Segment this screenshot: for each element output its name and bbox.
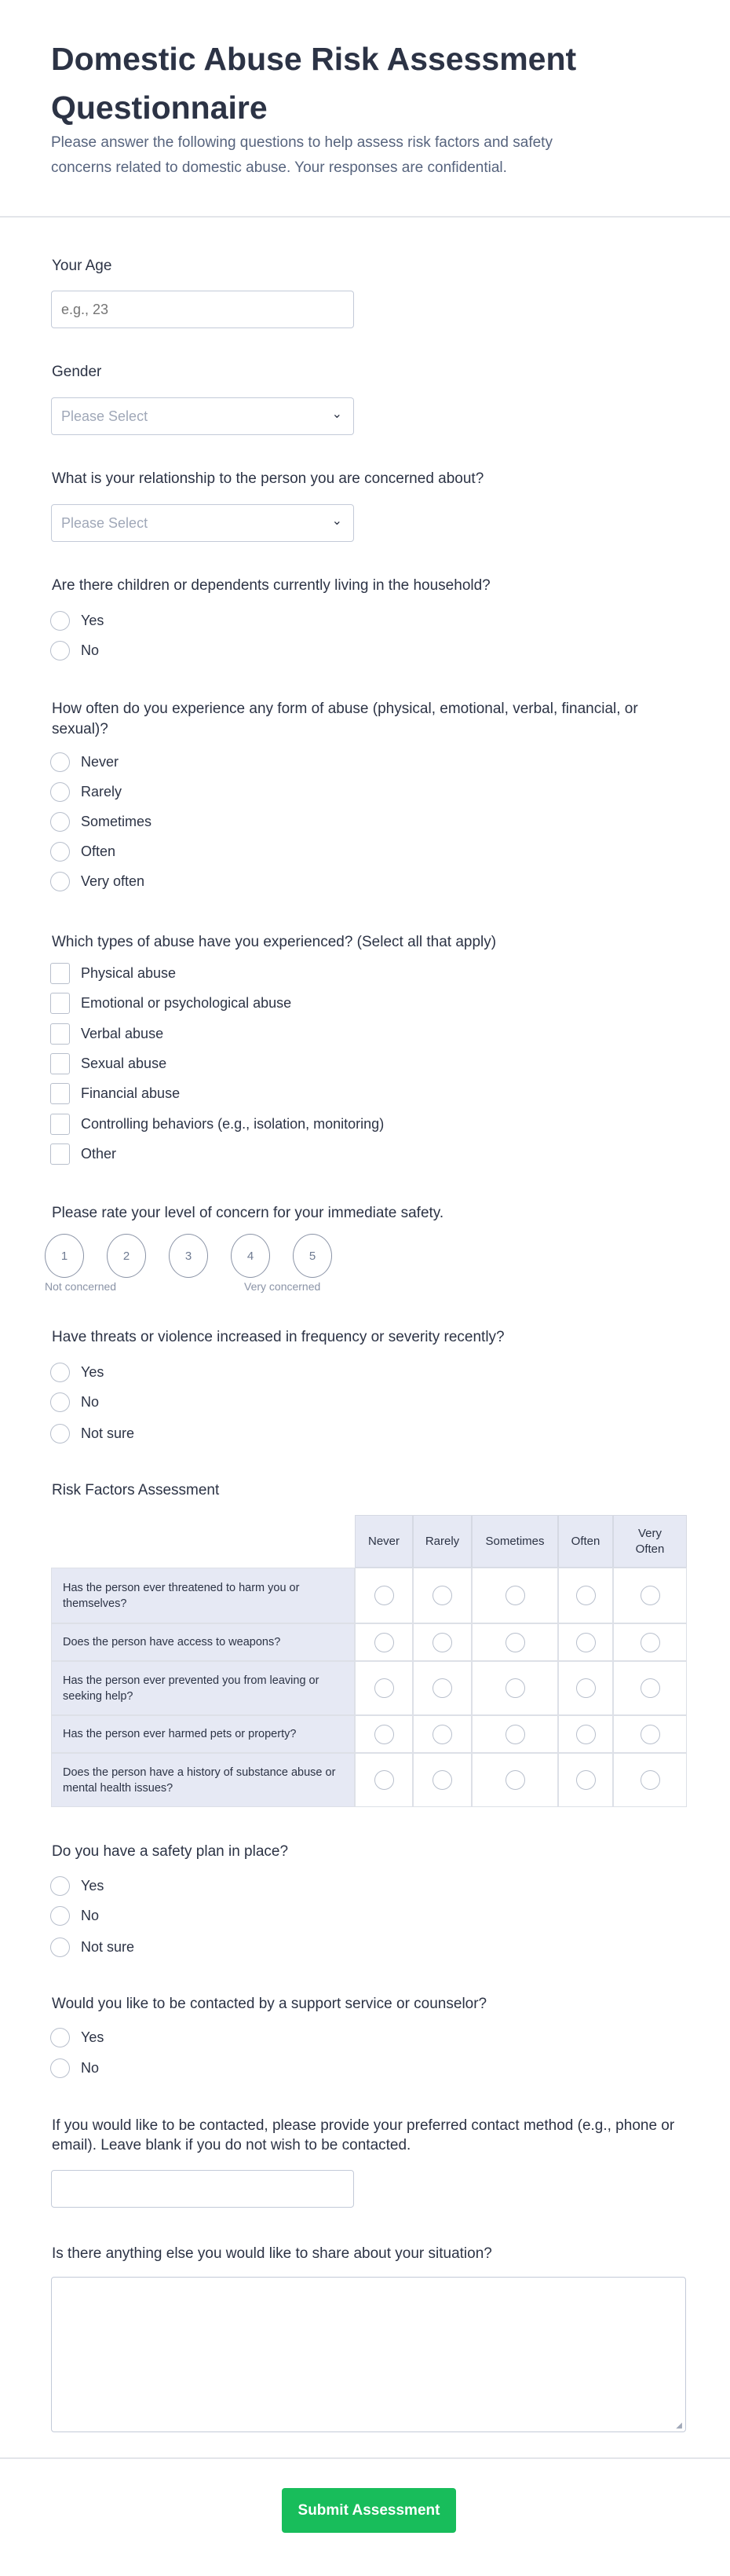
row-label: Has the person ever threatened to harm you or themselves?: [51, 1568, 355, 1623]
matrix-radio[interactable]: [374, 1725, 394, 1744]
gender-select-value: Please Select: [61, 408, 148, 424]
other-textarea[interactable]: [51, 2277, 686, 2432]
matrix-radio[interactable]: [576, 1725, 596, 1744]
relationship-select-value: Please Select: [61, 515, 148, 531]
option-label: Sexual abuse: [81, 1055, 167, 1071]
children-label: Are there children or dependents currently living in the household?: [52, 577, 491, 594]
radio-button[interactable]: [50, 1876, 70, 1896]
frequency-label: How often do you experience any form of abuse (physical, emotional, verbal, financial, or sexual)?: [52, 701, 638, 737]
frequency-option-never[interactable]: [50, 751, 119, 773]
matrix-radio[interactable]: [433, 1586, 452, 1605]
types-option-other[interactable]: [50, 1143, 116, 1165]
other-label: Is there anything else you would like to share about your situation?: [52, 2245, 492, 2262]
matrix-radio[interactable]: [641, 1586, 660, 1605]
page-subtitle: Please answer the following questions to help assess risk factors and safety concerns related to domestic abuse. Your responses are confidential.: [51, 134, 553, 176]
rating-max-label: Very concerned: [244, 1280, 321, 1293]
matrix-radio[interactable]: [374, 1770, 394, 1790]
types-option-financial[interactable]: [50, 1082, 180, 1104]
radio-button[interactable]: [50, 1392, 70, 1412]
safety-plan-label: Do you have a safety plan in place?: [52, 1843, 289, 1860]
rating-min-label: Not concerned: [45, 1280, 117, 1293]
radio-button[interactable]: [50, 782, 70, 802]
checkbox[interactable]: [50, 1023, 70, 1045]
types-option-sexual[interactable]: [50, 1052, 166, 1074]
contacted-option-yes[interactable]: [50, 2026, 104, 2048]
frequency-option-very-often[interactable]: [50, 870, 144, 892]
table-row: [51, 1753, 687, 1807]
contact-method-input[interactable]: [51, 2170, 354, 2208]
matrix-radio[interactable]: [576, 1586, 596, 1605]
matrix-corner: [51, 1515, 355, 1568]
option-label: Physical abuse: [81, 964, 177, 981]
threats-option-no[interactable]: [50, 1391, 99, 1413]
threats-option-not-sure[interactable]: [50, 1422, 134, 1444]
matrix-radio[interactable]: [641, 1770, 660, 1790]
radio-button[interactable]: [50, 752, 70, 772]
rating-option-2[interactable]: 2: [107, 1234, 146, 1278]
safety-plan-option-not-sure[interactable]: [50, 1936, 134, 1958]
option-label: Rarely: [81, 783, 122, 800]
checkbox[interactable]: [50, 1114, 70, 1135]
matrix-radio[interactable]: [576, 1633, 596, 1652]
option-label: Yes: [81, 1877, 104, 1894]
radio-button[interactable]: [50, 812, 70, 832]
contact-method-label: If you would like to be contacted, please provide your preferred contact method (e.g., phone or email). Leave blank if you do not wish to be contacted.: [52, 2117, 675, 2153]
safety-plan-option-yes[interactable]: [50, 1875, 104, 1897]
table-row: [51, 1661, 687, 1715]
matrix-radio[interactable]: [576, 1678, 596, 1698]
footer-divider: [0, 2457, 730, 2459]
radio-button[interactable]: [50, 1424, 70, 1444]
matrix-radio[interactable]: [374, 1586, 394, 1605]
submit-button[interactable]: Submit Assessment: [282, 2488, 456, 2533]
gender-label: Gender: [52, 364, 102, 380]
matrix-radio[interactable]: [506, 1770, 525, 1790]
option-label: Not sure: [81, 1938, 135, 1955]
option-label: No: [81, 642, 100, 658]
chevron-down-icon: ⌄: [331, 408, 342, 421]
matrix-radio[interactable]: [433, 1725, 452, 1744]
option-label: Yes: [81, 612, 104, 628]
column-header: Very Often: [613, 1515, 687, 1568]
types-option-verbal[interactable]: [50, 1023, 163, 1045]
checkbox[interactable]: [50, 963, 70, 984]
table-row: [51, 1568, 687, 1623]
rating-option-5[interactable]: 5: [293, 1234, 332, 1278]
relationship-select[interactable]: [51, 504, 354, 542]
rating-label: Please rate your level of concern for your immediate safety.: [52, 1205, 444, 1221]
row-label: Has the person ever prevented you from leaving or seeking help?: [51, 1661, 355, 1715]
matrix-radio[interactable]: [506, 1586, 525, 1605]
option-label: Often: [81, 843, 116, 859]
matrix-radio[interactable]: [641, 1725, 660, 1744]
matrix-radio[interactable]: [374, 1678, 394, 1698]
threats-option-yes[interactable]: [50, 1361, 104, 1383]
chevron-down-icon: ⌄: [331, 514, 342, 528]
age-input[interactable]: [51, 291, 354, 328]
table-row: [51, 1623, 687, 1661]
risk-label: Risk Factors Assessment: [52, 1482, 220, 1498]
column-header: Often: [558, 1515, 613, 1568]
option-label: Sometimes: [81, 813, 152, 829]
frequency-option-often[interactable]: [50, 840, 115, 862]
contacted-option-no[interactable]: [50, 2057, 99, 2079]
radio-button[interactable]: [50, 1363, 70, 1382]
rating-option-4[interactable]: 4: [231, 1234, 270, 1278]
matrix-radio[interactable]: [433, 1678, 452, 1698]
row-label: Does the person have a history of substance abuse or mental health issues?: [51, 1753, 355, 1807]
column-header: Never: [355, 1515, 413, 1568]
matrix-radio[interactable]: [506, 1725, 525, 1744]
option-label: Not sure: [81, 1425, 135, 1441]
matrix-radio[interactable]: [506, 1678, 525, 1698]
checkbox[interactable]: [50, 1143, 70, 1165]
option-label: No: [81, 1907, 100, 1923]
frequency-option-rarely[interactable]: [50, 781, 122, 803]
threats-label: Have threats or violence increased in frequency or severity recently?: [52, 1329, 505, 1345]
column-header: Rarely: [413, 1515, 472, 1568]
option-label: Verbal abuse: [81, 1025, 164, 1041]
radio-button[interactable]: [50, 872, 70, 891]
children-option-yes[interactable]: [50, 609, 104, 631]
types-option-controlling[interactable]: [50, 1113, 384, 1135]
page-title: Domestic Abuse Risk Assessment Questionnaire: [51, 41, 577, 126]
checkbox[interactable]: [50, 993, 70, 1014]
radio-button[interactable]: [50, 2028, 70, 2047]
matrix-radio[interactable]: [374, 1633, 394, 1652]
types-option-emotional[interactable]: [50, 992, 291, 1014]
types-option-physical[interactable]: [50, 962, 176, 984]
column-header: Sometimes: [472, 1515, 558, 1568]
radio-button[interactable]: [50, 842, 70, 862]
safety-plan-option-no[interactable]: [50, 1905, 99, 1927]
option-label: Other: [81, 1145, 117, 1162]
matrix-radio[interactable]: [433, 1770, 452, 1790]
checkbox[interactable]: [50, 1053, 70, 1074]
contacted-label: Would you like to be contacted by a support service or counselor?: [52, 1996, 487, 2012]
option-label: Never: [81, 753, 119, 770]
radio-button[interactable]: [50, 2058, 70, 2078]
matrix-radio[interactable]: [641, 1678, 660, 1698]
matrix-radio[interactable]: [641, 1633, 660, 1652]
radio-button[interactable]: [50, 641, 70, 660]
option-label: Yes: [81, 2029, 104, 2045]
resize-grip-icon[interactable]: ◢: [676, 2421, 682, 2430]
option-label: Emotional or psychological abuse: [81, 994, 292, 1011]
radio-button[interactable]: [50, 611, 70, 631]
table-row: [51, 1715, 687, 1753]
option-label: Controlling behaviors (e.g., isolation, monitoring): [81, 1115, 385, 1132]
relationship-label: What is your relationship to the person you are concerned about?: [52, 470, 484, 487]
option-label: Yes: [81, 1363, 104, 1380]
matrix-radio[interactable]: [506, 1633, 525, 1652]
checkbox[interactable]: [50, 1083, 70, 1104]
matrix-radio[interactable]: [433, 1633, 452, 1652]
row-label: Does the person have access to weapons?: [51, 1623, 355, 1661]
option-label: No: [81, 1393, 100, 1410]
rating-option-1[interactable]: 1: [45, 1234, 84, 1278]
frequency-option-sometimes[interactable]: [50, 810, 151, 832]
rating-option-3[interactable]: 3: [169, 1234, 208, 1278]
gender-select[interactable]: [51, 397, 354, 435]
option-label: Very often: [81, 873, 145, 889]
option-label: No: [81, 2059, 100, 2076]
matrix-radio[interactable]: [576, 1770, 596, 1790]
option-label: Financial abuse: [81, 1085, 181, 1101]
risk-matrix: [51, 1515, 687, 1807]
radio-button[interactable]: [50, 1937, 70, 1957]
children-option-no[interactable]: [50, 639, 99, 661]
types-label: Which types of abuse have you experienced? (Select all that apply): [52, 934, 497, 950]
row-label: Has the person ever harmed pets or property?: [51, 1715, 355, 1753]
radio-button[interactable]: [50, 1906, 70, 1926]
age-label: Your Age: [52, 258, 112, 274]
header-divider: [0, 216, 730, 218]
